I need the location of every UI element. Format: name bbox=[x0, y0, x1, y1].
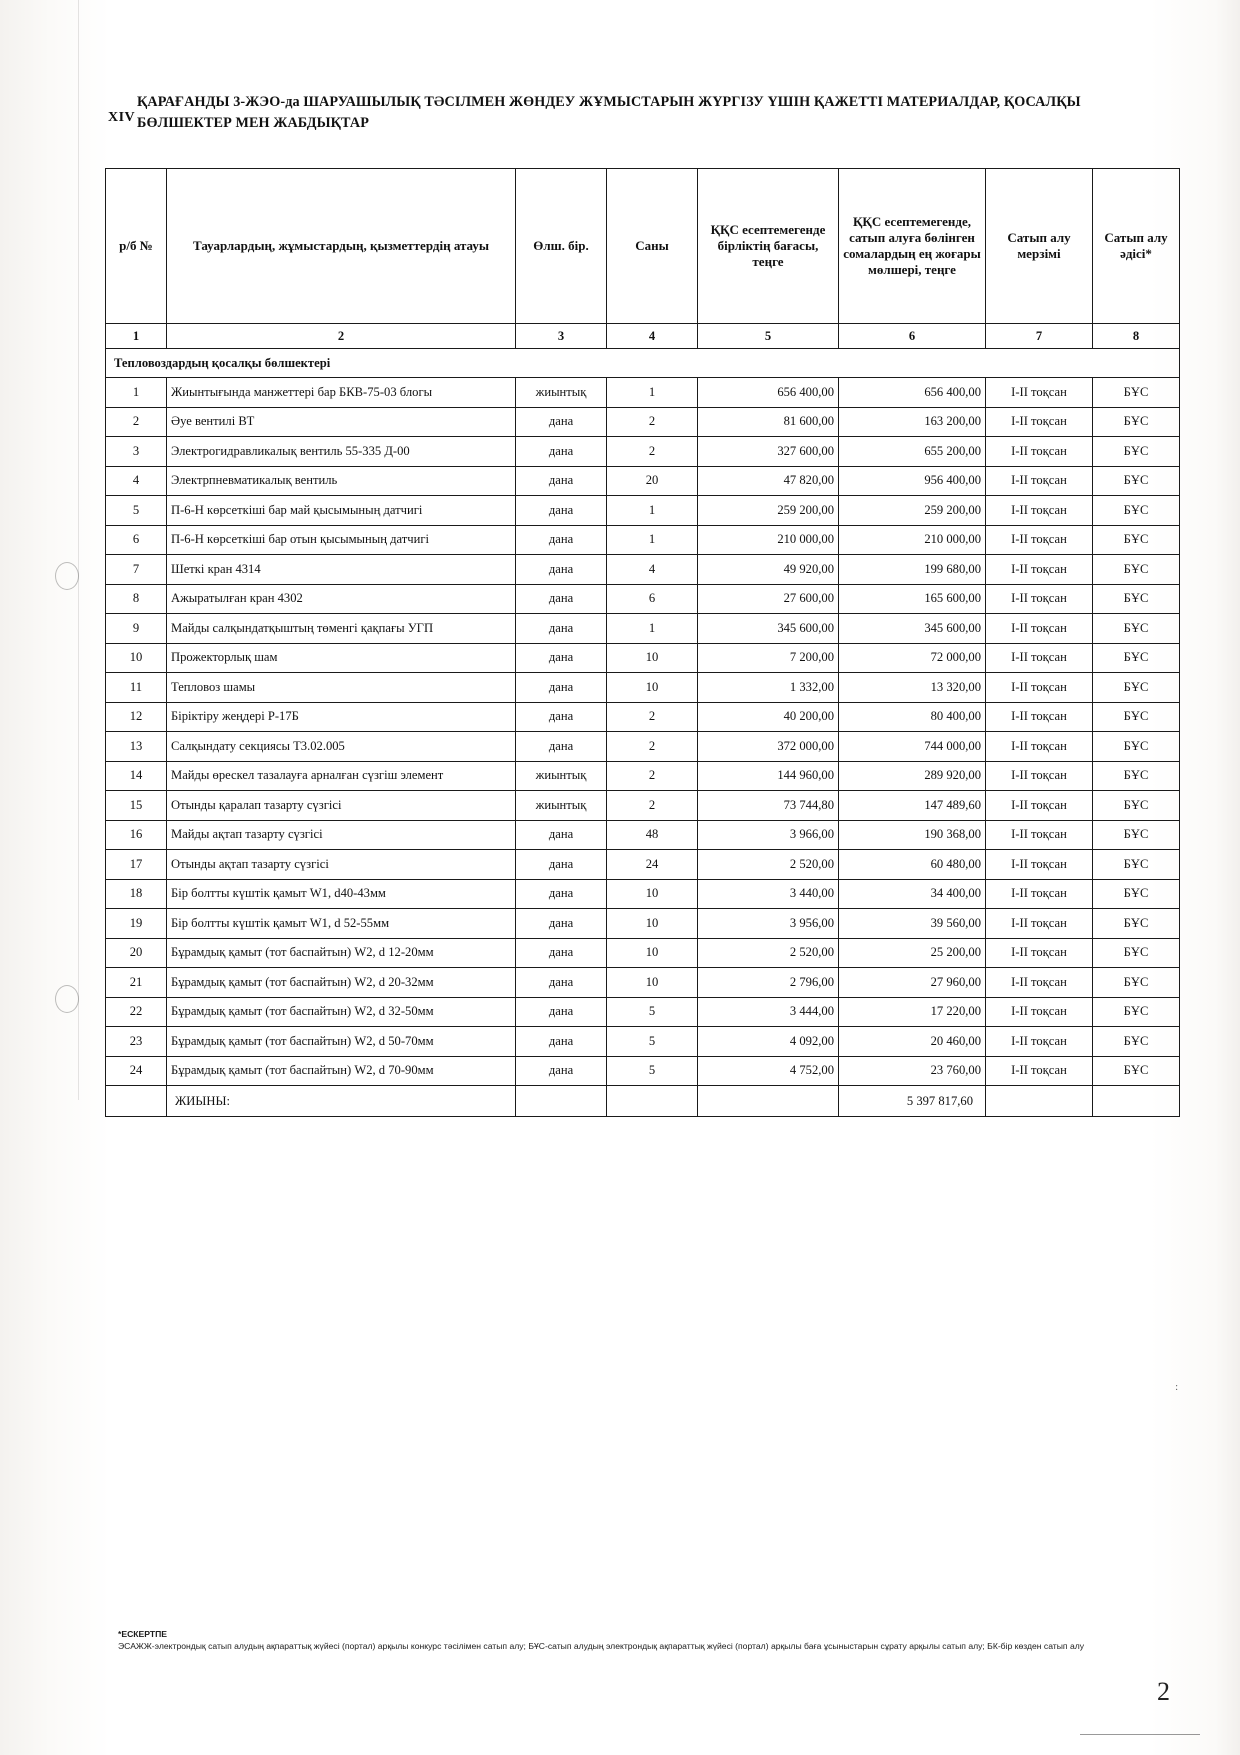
column-header-name: Тауарлардың, жұмыстардың, қызметтердің атауы bbox=[167, 169, 516, 324]
total-sum: 5 397 817,60 bbox=[839, 1086, 986, 1117]
table-row bbox=[106, 378, 1180, 408]
row-no: 11 bbox=[106, 673, 167, 703]
row-unit: дана bbox=[516, 614, 607, 644]
row-no: 22 bbox=[106, 997, 167, 1027]
total-qty bbox=[607, 1086, 698, 1117]
row-price: 49 920,00 bbox=[698, 555, 839, 585]
table-row bbox=[106, 1027, 1180, 1057]
column-number: 4 bbox=[607, 324, 698, 349]
row-no: 5 bbox=[106, 496, 167, 526]
table-row bbox=[106, 968, 1180, 998]
total-method bbox=[1093, 1086, 1180, 1117]
row-method: БҰС bbox=[1093, 584, 1180, 614]
row-sum: 27 960,00 bbox=[839, 968, 986, 998]
row-qty: 10 bbox=[607, 673, 698, 703]
table-row bbox=[106, 850, 1180, 880]
row-qty: 5 bbox=[607, 1056, 698, 1086]
row-qty: 1 bbox=[607, 614, 698, 644]
row-no: 3 bbox=[106, 437, 167, 467]
row-no: 7 bbox=[106, 555, 167, 585]
table-row bbox=[106, 732, 1180, 762]
table-row bbox=[106, 584, 1180, 614]
row-name: Ажыратылған кран 4302 bbox=[167, 584, 516, 614]
row-unit: жиынтық bbox=[516, 791, 607, 821]
document-header bbox=[108, 92, 1088, 133]
row-no: 2 bbox=[106, 407, 167, 437]
row-name: Бұрамдық қамыт (тот баспайтын) W2, d 32-50мм bbox=[167, 997, 516, 1027]
row-price: 656 400,00 bbox=[698, 378, 839, 408]
total-label: ЖИЫНЫ: bbox=[167, 1086, 516, 1117]
row-sum: 72 000,00 bbox=[839, 643, 986, 673]
row-unit: дана bbox=[516, 1027, 607, 1057]
row-price: 210 000,00 bbox=[698, 525, 839, 555]
row-term: I-II тоқсан bbox=[986, 643, 1093, 673]
row-name: Электрогидравликалық вентиль 55-335 Д-00 bbox=[167, 437, 516, 467]
row-price: 259 200,00 bbox=[698, 496, 839, 526]
row-qty: 24 bbox=[607, 850, 698, 880]
row-method: БҰС bbox=[1093, 614, 1180, 644]
row-term: I-II тоқсан bbox=[986, 702, 1093, 732]
row-name: Отынды қаралап тазарту сүзгісі bbox=[167, 791, 516, 821]
column-header-unit: Өлш. бір. bbox=[516, 169, 607, 324]
column-number-row bbox=[106, 324, 1180, 349]
row-price: 3 440,00 bbox=[698, 879, 839, 909]
row-no: 13 bbox=[106, 732, 167, 762]
row-term: I-II тоқсан bbox=[986, 555, 1093, 585]
row-qty: 2 bbox=[607, 761, 698, 791]
row-term: I-II тоқсан bbox=[986, 938, 1093, 968]
margin-mark: : bbox=[1175, 1382, 1178, 1393]
row-method: БҰС bbox=[1093, 997, 1180, 1027]
row-name: Майды салқындатқыштың төменгі қақпағы УГП bbox=[167, 614, 516, 644]
row-sum: 744 000,00 bbox=[839, 732, 986, 762]
row-price: 2 520,00 bbox=[698, 938, 839, 968]
column-header-term: Сатып алу мерзімі bbox=[986, 169, 1093, 324]
table-row bbox=[106, 643, 1180, 673]
row-sum: 20 460,00 bbox=[839, 1027, 986, 1057]
row-term: I-II тоқсан bbox=[986, 850, 1093, 880]
column-header-no: р/б № bbox=[106, 169, 167, 324]
row-unit: дана bbox=[516, 643, 607, 673]
row-sum: 289 920,00 bbox=[839, 761, 986, 791]
row-method: БҰС bbox=[1093, 437, 1180, 467]
row-qty: 2 bbox=[607, 407, 698, 437]
total-price bbox=[698, 1086, 839, 1117]
row-qty: 10 bbox=[607, 968, 698, 998]
row-price: 4 092,00 bbox=[698, 1027, 839, 1057]
row-no: 9 bbox=[106, 614, 167, 644]
table-section-label: Тепловоздардың қосалқы бөлшектері bbox=[106, 349, 1180, 378]
row-unit: дана bbox=[516, 673, 607, 703]
row-sum: 163 200,00 bbox=[839, 407, 986, 437]
table-section-row bbox=[106, 349, 1180, 378]
table-row bbox=[106, 614, 1180, 644]
page-number: 2 bbox=[1157, 1677, 1170, 1706]
footnote-text: ЭСАЖЖ-электрондық сатып алудың ақпараттық жүйесі (портал) арқылы конкурс тәсілімен сатып алу; БҰС-сатып алудың электрондық ақпараттық жүйесі (портал) арқылы баға ұсыныстарын сұрату арқылы сатып алу; БК-бір көзден сатып алу bbox=[118, 1641, 1085, 1652]
row-sum: 656 400,00 bbox=[839, 378, 986, 408]
row-unit: дана bbox=[516, 879, 607, 909]
table-row bbox=[106, 909, 1180, 939]
row-name: Бір болтты күштік қамыт W1, d 52-55мм bbox=[167, 909, 516, 939]
row-unit: дана bbox=[516, 496, 607, 526]
row-method: БҰС bbox=[1093, 496, 1180, 526]
column-header-sum: ҚҚС есептемегенде, сатып алуға бөлінген сомалардың ең жоғары мөлшері, теңге bbox=[839, 169, 986, 324]
row-sum: 60 480,00 bbox=[839, 850, 986, 880]
row-no: 17 bbox=[106, 850, 167, 880]
bottom-rule bbox=[1080, 1734, 1200, 1735]
total-no bbox=[106, 1086, 167, 1117]
column-number: 3 bbox=[516, 324, 607, 349]
row-name: Біріктіру жеңдері Р-17Б bbox=[167, 702, 516, 732]
row-no: 4 bbox=[106, 466, 167, 496]
row-sum: 655 200,00 bbox=[839, 437, 986, 467]
column-header-method: Сатып алу әдісі* bbox=[1093, 169, 1180, 324]
row-name: Шеткі кран 4314 bbox=[167, 555, 516, 585]
row-no: 15 bbox=[106, 791, 167, 821]
row-name: Майды ақтап тазарту сүзгісі bbox=[167, 820, 516, 850]
row-qty: 2 bbox=[607, 437, 698, 467]
row-unit: дана bbox=[516, 702, 607, 732]
row-qty: 6 bbox=[607, 584, 698, 614]
row-method: БҰС bbox=[1093, 643, 1180, 673]
row-unit: дана bbox=[516, 437, 607, 467]
row-name: Бұрамдық қамыт (тот баспайтын) W2, d 70-90мм bbox=[167, 1056, 516, 1086]
row-price: 40 200,00 bbox=[698, 702, 839, 732]
row-term: I-II тоқсан bbox=[986, 820, 1093, 850]
hole-punch-mark bbox=[55, 562, 79, 590]
row-unit: дана bbox=[516, 938, 607, 968]
row-term: I-II тоқсан bbox=[986, 673, 1093, 703]
row-qty: 5 bbox=[607, 1027, 698, 1057]
row-price: 73 744,80 bbox=[698, 791, 839, 821]
row-method: БҰС bbox=[1093, 673, 1180, 703]
total-term bbox=[986, 1086, 1093, 1117]
row-term: I-II тоқсан bbox=[986, 407, 1093, 437]
row-method: БҰС bbox=[1093, 525, 1180, 555]
row-qty: 10 bbox=[607, 643, 698, 673]
row-sum: 345 600,00 bbox=[839, 614, 986, 644]
row-sum: 17 220,00 bbox=[839, 997, 986, 1027]
row-no: 8 bbox=[106, 584, 167, 614]
row-price: 81 600,00 bbox=[698, 407, 839, 437]
table-row bbox=[106, 938, 1180, 968]
row-method: БҰС bbox=[1093, 761, 1180, 791]
row-term: I-II тоқсан bbox=[986, 378, 1093, 408]
row-qty: 10 bbox=[607, 909, 698, 939]
table-row bbox=[106, 555, 1180, 585]
table-row bbox=[106, 673, 1180, 703]
row-sum: 210 000,00 bbox=[839, 525, 986, 555]
row-name: Салқындату секциясы Т3.02.005 bbox=[167, 732, 516, 762]
row-unit: жиынтық bbox=[516, 761, 607, 791]
row-price: 3 444,00 bbox=[698, 997, 839, 1027]
row-term: I-II тоқсан bbox=[986, 761, 1093, 791]
row-sum: 25 200,00 bbox=[839, 938, 986, 968]
section-number: XIV bbox=[108, 110, 136, 125]
row-method: БҰС bbox=[1093, 407, 1180, 437]
row-qty: 10 bbox=[607, 879, 698, 909]
row-price: 1 332,00 bbox=[698, 673, 839, 703]
row-qty: 10 bbox=[607, 938, 698, 968]
row-qty: 1 bbox=[607, 496, 698, 526]
table-row bbox=[106, 466, 1180, 496]
row-price: 327 600,00 bbox=[698, 437, 839, 467]
row-sum: 147 489,60 bbox=[839, 791, 986, 821]
row-unit: жиынтық bbox=[516, 378, 607, 408]
row-unit: дана bbox=[516, 909, 607, 939]
row-unit: дана bbox=[516, 555, 607, 585]
row-sum: 956 400,00 bbox=[839, 466, 986, 496]
row-term: I-II тоқсан bbox=[986, 466, 1093, 496]
row-unit: дана bbox=[516, 1056, 607, 1086]
row-term: I-II тоқсан bbox=[986, 732, 1093, 762]
row-name: Бір болтты күштік қамыт W1, d40-43мм bbox=[167, 879, 516, 909]
row-unit: дана bbox=[516, 850, 607, 880]
row-name: Отынды ақтап тазарту сүзгісі bbox=[167, 850, 516, 880]
column-header-qty: Саны bbox=[607, 169, 698, 324]
column-number: 6 bbox=[839, 324, 986, 349]
row-no: 6 bbox=[106, 525, 167, 555]
table-row bbox=[106, 997, 1180, 1027]
row-term: I-II тоқсан bbox=[986, 525, 1093, 555]
row-no: 23 bbox=[106, 1027, 167, 1057]
row-method: БҰС bbox=[1093, 909, 1180, 939]
row-sum: 13 320,00 bbox=[839, 673, 986, 703]
row-name: Әуе вентилі ВТ bbox=[167, 407, 516, 437]
row-term: I-II тоқсан bbox=[986, 997, 1093, 1027]
row-name: Майды өрескел тазалауға арналған сүзгіш элемент bbox=[167, 761, 516, 791]
row-no: 14 bbox=[106, 761, 167, 791]
table-row bbox=[106, 702, 1180, 732]
table-row bbox=[106, 525, 1180, 555]
table-header bbox=[106, 169, 1180, 349]
row-method: БҰС bbox=[1093, 702, 1180, 732]
row-price: 144 960,00 bbox=[698, 761, 839, 791]
row-sum: 190 368,00 bbox=[839, 820, 986, 850]
row-name: Бұрамдық қамыт (тот баспайтын) W2, d 50-70мм bbox=[167, 1027, 516, 1057]
column-number: 8 bbox=[1093, 324, 1180, 349]
row-price: 2 796,00 bbox=[698, 968, 839, 998]
column-header-price: ҚҚС есептемегенде бірліктің бағасы, теңге bbox=[698, 169, 839, 324]
table-total-row bbox=[106, 1086, 1180, 1117]
row-unit: дана bbox=[516, 820, 607, 850]
table-body bbox=[106, 349, 1180, 1117]
row-unit: дана bbox=[516, 407, 607, 437]
row-price: 3 956,00 bbox=[698, 909, 839, 939]
row-term: I-II тоқсан bbox=[986, 1027, 1093, 1057]
page-title: ҚАРАҒАНДЫ 3-ЖЭО-да ШАРУАШЫЛЫҚ ТӘСІЛМЕН ЖӨНДЕУ ЖҰМЫСТАРЫН ЖҮРГІЗУ ҮШІН ҚАЖЕТТІ МАТЕРИАЛДАР, ҚОСАЛҚЫ БӨЛШЕКТЕР МЕН ЖАБДЫҚТАР bbox=[137, 94, 1081, 131]
footnote-title: *ЕСКЕРТПЕ bbox=[118, 1629, 168, 1639]
row-term: I-II тоқсан bbox=[986, 437, 1093, 467]
page-fold-line bbox=[78, 0, 79, 1100]
row-unit: дана bbox=[516, 997, 607, 1027]
row-no: 1 bbox=[106, 378, 167, 408]
row-term: I-II тоқсан bbox=[986, 879, 1093, 909]
procurement-table bbox=[105, 168, 1180, 1117]
row-price: 372 000,00 bbox=[698, 732, 839, 762]
footnote bbox=[118, 1628, 1128, 1653]
row-price: 47 820,00 bbox=[698, 466, 839, 496]
row-sum: 259 200,00 bbox=[839, 496, 986, 526]
row-no: 19 bbox=[106, 909, 167, 939]
row-qty: 1 bbox=[607, 525, 698, 555]
row-method: БҰС bbox=[1093, 938, 1180, 968]
row-price: 345 600,00 bbox=[698, 614, 839, 644]
row-name: Электрпневматикалық вентиль bbox=[167, 466, 516, 496]
column-number: 7 bbox=[986, 324, 1093, 349]
row-qty: 20 bbox=[607, 466, 698, 496]
column-number: 2 bbox=[167, 324, 516, 349]
row-qty: 5 bbox=[607, 997, 698, 1027]
row-sum: 165 600,00 bbox=[839, 584, 986, 614]
row-term: I-II тоқсан bbox=[986, 909, 1093, 939]
row-method: БҰС bbox=[1093, 466, 1180, 496]
row-qty: 2 bbox=[607, 702, 698, 732]
row-method: БҰС bbox=[1093, 850, 1180, 880]
row-price: 7 200,00 bbox=[698, 643, 839, 673]
row-unit: дана bbox=[516, 732, 607, 762]
row-qty: 2 bbox=[607, 791, 698, 821]
row-method: БҰС bbox=[1093, 968, 1180, 998]
row-unit: дана bbox=[516, 525, 607, 555]
row-sum: 23 760,00 bbox=[839, 1056, 986, 1086]
row-method: БҰС bbox=[1093, 820, 1180, 850]
row-unit: дана bbox=[516, 466, 607, 496]
row-method: БҰС bbox=[1093, 1056, 1180, 1086]
row-qty: 1 bbox=[607, 378, 698, 408]
row-no: 20 bbox=[106, 938, 167, 968]
row-name: Прожекторлық шам bbox=[167, 643, 516, 673]
row-method: БҰС bbox=[1093, 879, 1180, 909]
row-name: Жиынтығында манжеттері бар БКВ-75-03 блогы bbox=[167, 378, 516, 408]
hole-punch-mark bbox=[55, 985, 79, 1013]
row-unit: дана bbox=[516, 968, 607, 998]
table-header-row bbox=[106, 169, 1180, 324]
row-method: БҰС bbox=[1093, 378, 1180, 408]
column-number: 1 bbox=[106, 324, 167, 349]
table-row bbox=[106, 496, 1180, 526]
row-sum: 34 400,00 bbox=[839, 879, 986, 909]
row-sum: 39 560,00 bbox=[839, 909, 986, 939]
column-number: 5 bbox=[698, 324, 839, 349]
row-price: 2 520,00 bbox=[698, 850, 839, 880]
row-no: 12 bbox=[106, 702, 167, 732]
row-qty: 2 bbox=[607, 732, 698, 762]
row-method: БҰС bbox=[1093, 791, 1180, 821]
row-name: П-6-Н көрсеткіші бар май қысымының датчигі bbox=[167, 496, 516, 526]
row-sum: 199 680,00 bbox=[839, 555, 986, 585]
table-row bbox=[106, 407, 1180, 437]
table-row bbox=[106, 879, 1180, 909]
row-no: 18 bbox=[106, 879, 167, 909]
row-name: Бұрамдық қамыт (тот баспайтын) W2, d 12-20мм bbox=[167, 938, 516, 968]
row-term: I-II тоқсан bbox=[986, 584, 1093, 614]
row-qty: 48 bbox=[607, 820, 698, 850]
table-row bbox=[106, 761, 1180, 791]
row-qty: 4 bbox=[607, 555, 698, 585]
row-term: I-II тоқсан bbox=[986, 968, 1093, 998]
row-term: I-II тоқсан bbox=[986, 614, 1093, 644]
total-unit bbox=[516, 1086, 607, 1117]
row-name: Тепловоз шамы bbox=[167, 673, 516, 703]
row-term: I-II тоқсан bbox=[986, 1056, 1093, 1086]
row-price: 4 752,00 bbox=[698, 1056, 839, 1086]
row-method: БҰС bbox=[1093, 732, 1180, 762]
row-name: Бұрамдық қамыт (тот баспайтын) W2, d 20-32мм bbox=[167, 968, 516, 998]
row-no: 21 bbox=[106, 968, 167, 998]
row-method: БҰС bbox=[1093, 1027, 1180, 1057]
row-method: БҰС bbox=[1093, 555, 1180, 585]
row-no: 24 bbox=[106, 1056, 167, 1086]
table-row bbox=[106, 1056, 1180, 1086]
row-term: I-II тоқсан bbox=[986, 791, 1093, 821]
table-row bbox=[106, 437, 1180, 467]
row-unit: дана bbox=[516, 584, 607, 614]
table-row bbox=[106, 820, 1180, 850]
row-term: I-II тоқсан bbox=[986, 496, 1093, 526]
row-price: 27 600,00 bbox=[698, 584, 839, 614]
table-row bbox=[106, 791, 1180, 821]
row-price: 3 966,00 bbox=[698, 820, 839, 850]
row-sum: 80 400,00 bbox=[839, 702, 986, 732]
row-no: 10 bbox=[106, 643, 167, 673]
row-name: П-6-Н көрсеткіші бар отын қысымының датчигі bbox=[167, 525, 516, 555]
row-no: 16 bbox=[106, 820, 167, 850]
